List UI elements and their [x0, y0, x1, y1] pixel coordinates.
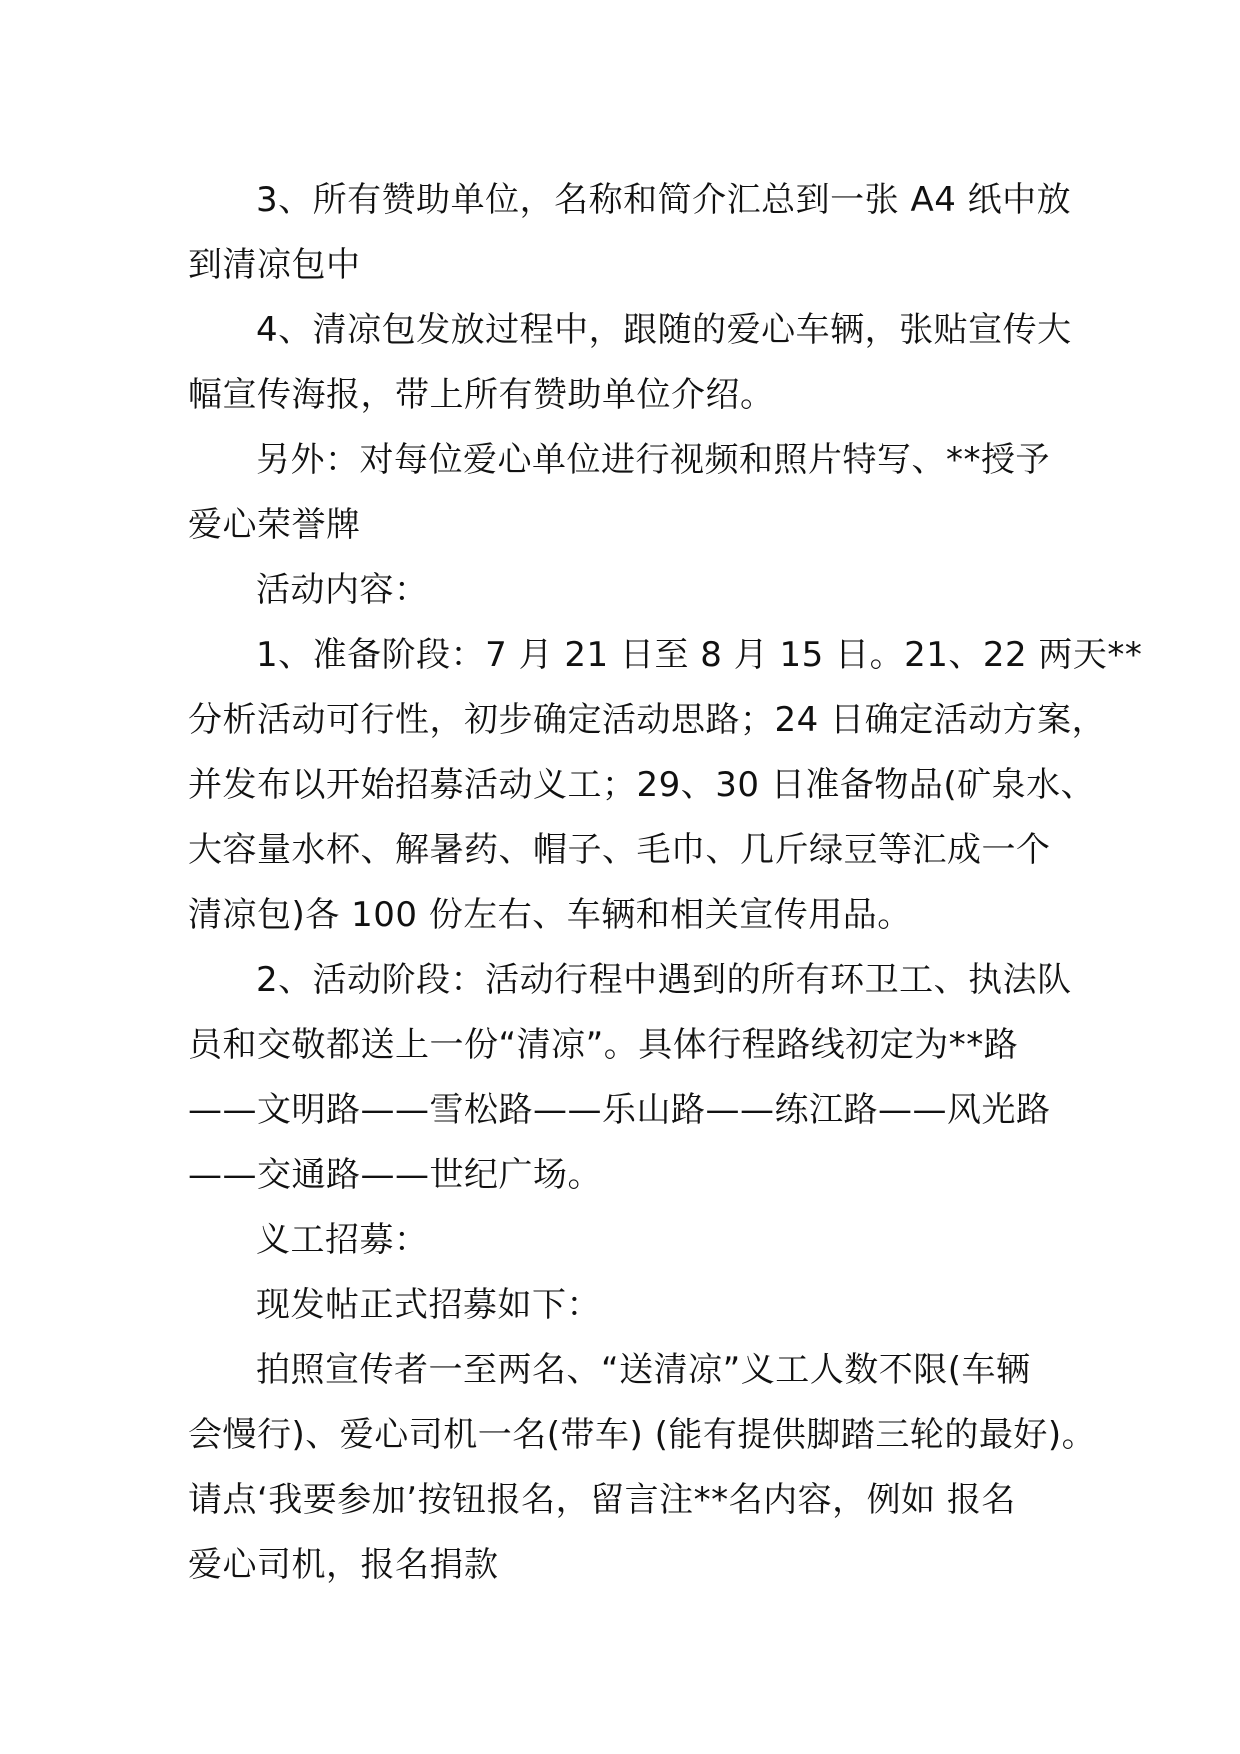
text-line: 另外：对每位爱心单位进行视频和照片特写、**授予 — [256, 440, 1050, 480]
heading-activity-content — [188, 558, 1060, 623]
text-line: 请点‘我要参加’按钮报名，留言注**名内容，例如 报名 — [188, 1480, 1016, 1520]
paragraph-additional — [188, 428, 1060, 558]
text-line: 活动内容： — [256, 570, 429, 610]
text-line: 到清凉包中 — [188, 245, 361, 285]
document-body — [188, 168, 1143, 1598]
paragraph-activity-stage — [188, 948, 1072, 1208]
text-line: 大容量水杯、解暑药、帽子、毛巾、几斤绿豆等汇成一个 — [188, 830, 1051, 870]
text-line: 现发帖正式招募如下： — [256, 1285, 601, 1325]
text-line: 会慢行)、爱心司机一名(带车) (能有提供脚踏三轮的最好)。 — [188, 1415, 1097, 1455]
text-line: 爱心司机，报名捐款 — [188, 1545, 499, 1585]
paragraph-recruitment-details — [188, 1338, 1097, 1598]
text-line: 爱心荣誉牌 — [188, 505, 361, 545]
text-line: 并发布以开始招募活动义工；29、30 日准备物品(矿泉水、 — [188, 765, 1096, 805]
text-line: ——交通路——世纪广场。 — [188, 1155, 602, 1195]
text-line: 义工招募： — [256, 1220, 429, 1260]
paragraph-preparation-stage — [188, 623, 1143, 948]
paragraph-vehicle-posters — [188, 298, 1072, 428]
text-line: 分析活动可行性，初步确定活动思路；24 日确定活动方案， — [188, 700, 1107, 740]
paragraph-sponsor-summary — [188, 168, 1072, 298]
heading-volunteer-recruitment — [188, 1208, 1060, 1273]
text-line: 4、清凉包发放过程中，跟随的爱心车辆，张贴宣传大 — [256, 310, 1072, 350]
text-line: 1、准备阶段：7 月 21 日至 8 月 15 日。21、22 两天** — [256, 635, 1143, 675]
text-line: 清凉包)各 100 份左右、车辆和相关宣传用品。 — [188, 895, 912, 935]
text-line: ——文明路——雪松路——乐山路——练江路——风光路 — [188, 1090, 1051, 1130]
text-line: 2、活动阶段：活动行程中遇到的所有环卫工、执法队 — [256, 960, 1072, 1000]
text-line: 3、所有赞助单位，名称和简介汇总到一张 A4 纸中放 — [256, 180, 1072, 220]
text-line: 拍照宣传者一至两名、“送清凉”义工人数不限(车辆 — [256, 1350, 1031, 1390]
text-line: 员和交敬都送上一份“清凉”。具体行程路线初定为**路 — [188, 1025, 1019, 1065]
paragraph-recruitment-intro — [188, 1273, 1060, 1338]
text-line: 幅宣传海报，带上所有赞助单位介绍。 — [188, 375, 775, 415]
